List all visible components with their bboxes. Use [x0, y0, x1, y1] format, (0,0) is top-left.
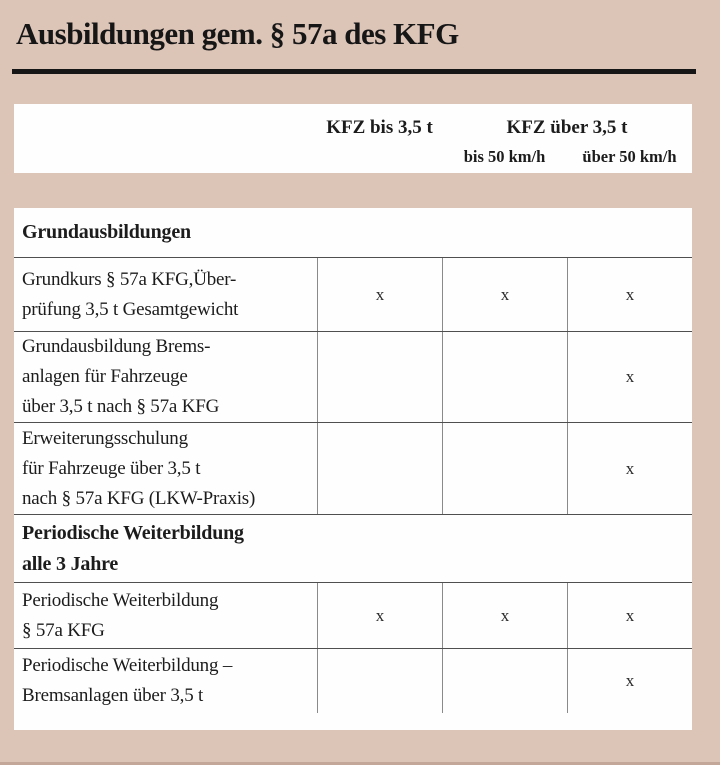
mark-cell-ueber-35t-ueber-50kmh: x — [567, 332, 692, 422]
mark-cell-kfz-bis-35t: x — [317, 258, 442, 331]
mark-cell-ueber-35t-ueber-50kmh: x — [567, 423, 692, 514]
row-label-line: § 57a KFG — [22, 619, 105, 641]
row-label — [14, 332, 317, 422]
mark-cell-ueber-35t-bis-50kmh — [442, 332, 567, 422]
row-label-line: anlagen für Fahrzeuge — [22, 366, 188, 387]
mark-cell-ueber-35t-ueber-50kmh: x — [567, 583, 692, 648]
table-row-periodische-weiterbildung-bremsanlagen — [14, 649, 692, 713]
table-row-grundausbildung-bremsanlagen — [14, 332, 692, 423]
page-title: Ausbildungen gem. § 57a des KFG — [16, 16, 459, 51]
mark-cell-ueber-35t-bis-50kmh: x — [442, 583, 567, 648]
row-label-line: Grundausbildung Brems- — [22, 336, 211, 357]
header-spacer-cell — [14, 104, 317, 140]
mark-cell-kfz-bis-35t — [317, 649, 442, 713]
subcol-header-ueber-50kmh: über 50 km/h — [582, 146, 677, 166]
row-label-line: Grundkurs § 57a KFG,Über- — [22, 268, 237, 290]
section-title — [14, 208, 692, 257]
section-title-line: alle 3 Jahre — [22, 552, 119, 575]
row-label-line: Periodische Weiterbildung – — [22, 655, 233, 676]
mark-cell-ueber-35t-ueber-50kmh: x — [567, 649, 692, 713]
row-label-line: prüfung 3,5 t Gesamtgewicht — [22, 298, 239, 320]
subcol-header-bis-50kmh: bis 50 km/h — [463, 146, 546, 166]
section-title-line: Periodische Weiterbildung — [22, 521, 244, 544]
row-label-line: Periodische Weiterbildung — [22, 589, 219, 611]
row-label-line: für Fahrzeuge über 3,5 t — [22, 457, 201, 479]
mark-cell-ueber-35t-ueber-50kmh: x — [567, 258, 692, 331]
col-header-kfz-bis-35t: KFZ bis 3,5 t — [326, 117, 433, 138]
section-title — [14, 515, 692, 582]
table-row-periodische-weiterbildung — [14, 583, 692, 649]
row-label-line: über 3,5 t nach § 57a KFG — [22, 396, 220, 417]
col-header-kfz-ueber-35t: KFZ über 3,5 t — [506, 117, 628, 138]
training-table — [14, 208, 692, 730]
mark-cell-kfz-bis-35t — [317, 332, 442, 422]
row-label — [14, 649, 317, 713]
mark-cell-ueber-35t-bis-50kmh — [442, 423, 567, 514]
table-row-erweiterungsschulung — [14, 423, 692, 515]
row-label-line: Bremsanlagen über 3,5 t — [22, 685, 204, 706]
mark-cell-kfz-bis-35t: x — [317, 583, 442, 648]
row-label — [14, 258, 317, 331]
section-row-grundausbildungen — [14, 208, 692, 258]
title-divider-rule — [12, 69, 696, 74]
section-title-line: Grundausbildungen — [22, 221, 191, 243]
mark-cell-ueber-35t-bis-50kmh: x — [442, 258, 567, 331]
section-row-periodische-weiterbildung — [14, 515, 692, 583]
table-row-grundkurs — [14, 258, 692, 332]
table-column-header-band — [14, 104, 692, 173]
mark-cell-kfz-bis-35t — [317, 423, 442, 514]
mark-cell-ueber-35t-bis-50kmh — [442, 649, 567, 713]
row-label-line: Erweiterungsschulung — [22, 427, 188, 449]
table-bottom-padding — [14, 713, 692, 730]
row-label — [14, 583, 317, 648]
row-label-line: nach § 57a KFG (LKW-Praxis) — [22, 487, 256, 509]
row-label — [14, 423, 317, 514]
